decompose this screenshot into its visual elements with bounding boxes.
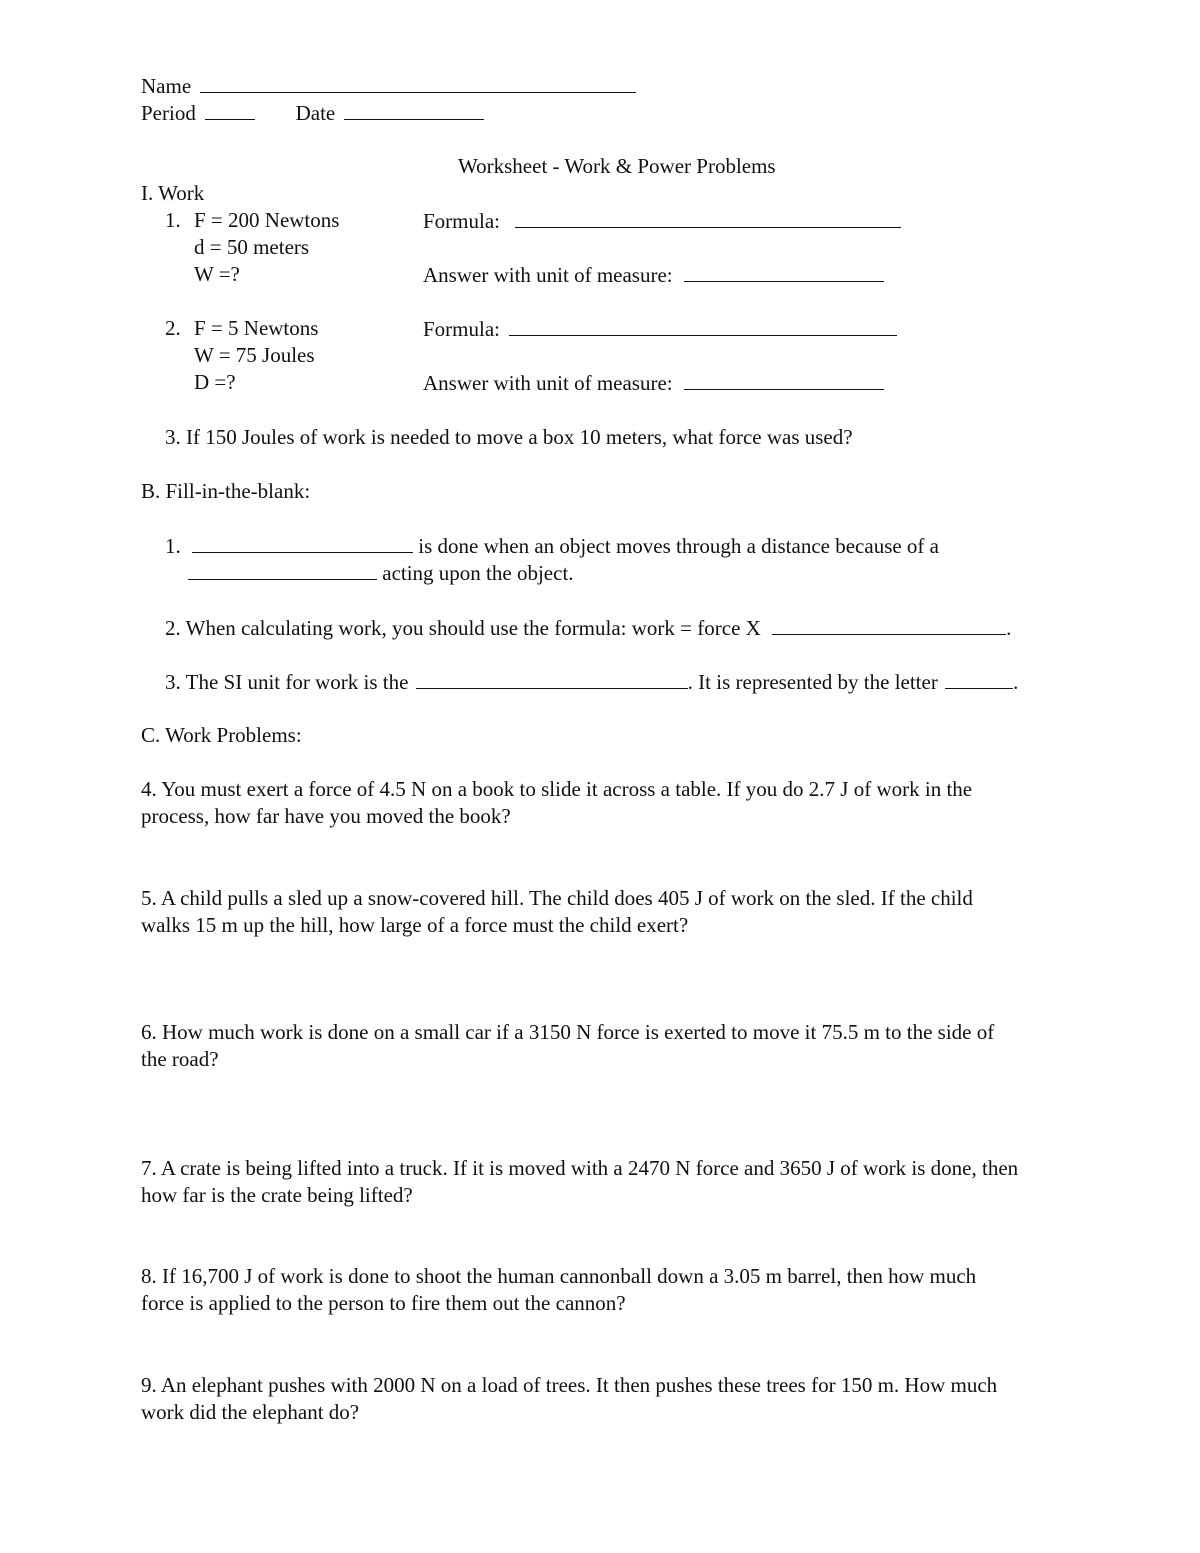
problem-1-number: 1. — [165, 208, 181, 232]
problem-5-line1: 5. A child pulls a sled up a snow-covered hill. The child does 405 J of work on the sled. If the child — [141, 886, 973, 910]
problem-7-line2: how far is the crate being lifted? — [141, 1183, 413, 1207]
problem-8-line2: force is applied to the person to fire them out the cannon? — [141, 1291, 626, 1315]
fill-blank-q3-text: 3. The SI unit for work is the — [165, 670, 409, 694]
problem-2-answer-label: Answer with unit of measure: — [423, 371, 673, 395]
problem-1-answer-line — [423, 261, 884, 288]
period-date-line — [141, 99, 484, 126]
problem-4-line2: process, how far have you moved the book? — [141, 804, 511, 828]
problem-1-formula-label: Formula: — [423, 209, 500, 233]
date-field[interactable] — [344, 99, 484, 120]
name-field[interactable] — [200, 72, 636, 93]
problem-8-line1: 8. If 16,700 J of work is done to shoot the human cannonball down a 3.05 m barrel, then how much — [141, 1264, 977, 1288]
problem-7-line1: 7. A crate is being lifted into a truck. If it is moved with a 2470 N force and 3650 J of work is done, then — [141, 1156, 1019, 1180]
problem-6-line1: 6. How much work is done on a small car if a 3150 N force is exerted to move it 75.5 m to the side of — [141, 1020, 995, 1044]
fill-blank-q3-blank-2[interactable] — [945, 668, 1013, 689]
fill-blank-q2-blank[interactable] — [772, 614, 1006, 635]
name-label: Name — [141, 74, 192, 98]
problem-2-answer-line — [423, 369, 884, 396]
fill-blank-q1-text-1: is done when an object moves through a distance because of a — [418, 534, 939, 558]
fill-blank-q1-line2 — [188, 559, 574, 586]
problem-2-given-work: W = 75 Joules — [194, 343, 315, 367]
problem-2-answer-field[interactable] — [684, 369, 884, 390]
section-fill-blank-heading: B. Fill-in-the-blank: — [141, 479, 311, 503]
fill-blank-q1-number: 1. — [165, 534, 181, 558]
problem-5-line2: walks 15 m up the hill, how large of a force must the child exert? — [141, 913, 689, 937]
problem-2-formula-field[interactable] — [509, 315, 897, 336]
section-work-problems-heading: C. Work Problems: — [141, 723, 302, 747]
worksheet-title: Worksheet - Work & Power Problems — [458, 154, 776, 178]
fill-blank-q3-text-2: . It is represented by the letter — [687, 670, 938, 694]
fill-blank-q2 — [165, 614, 1011, 641]
fill-blank-q1-blank-1[interactable] — [192, 532, 413, 553]
problem-9-line1: 9. An elephant pushes with 2000 N on a load of trees. It then pushes these trees for 150 m. How much — [141, 1373, 998, 1397]
fill-blank-q1-line1 — [165, 532, 939, 559]
problem-6-line2: the road? — [141, 1047, 219, 1071]
problem-9-line2: work did the elephant do? — [141, 1400, 360, 1424]
problem-1-given-distance: d = 50 meters — [194, 235, 310, 259]
problem-1-answer-label: Answer with unit of measure: — [423, 263, 673, 287]
problem-3-text: 3. If 150 Joules of work is needed to move a box 10 meters, what force was used? — [165, 425, 853, 449]
fill-blank-q3-blank-1[interactable] — [416, 668, 688, 689]
problem-1-formula-line — [423, 207, 901, 234]
date-label: Date — [295, 101, 336, 125]
section-work-heading: I. Work — [141, 181, 205, 205]
fill-blank-q1-blank-2[interactable] — [188, 559, 377, 580]
fill-blank-q1-text-2: acting upon the object. — [382, 561, 574, 585]
problem-2-given-force: F = 5 Newtons — [194, 316, 319, 340]
period-field[interactable] — [205, 99, 255, 120]
fill-blank-q2-period: . — [1006, 616, 1012, 640]
problem-4-line1: 4. You must exert a force of 4.5 N on a book to slide it across a table. If you do 2.7 J of work in the — [141, 777, 973, 801]
period-label: Period — [141, 101, 196, 125]
problem-1-answer-field[interactable] — [684, 261, 884, 282]
problem-1-given-work: W =? — [194, 262, 240, 286]
problem-1-given-force: F = 200 Newtons — [194, 208, 340, 232]
problem-2-formula-line — [423, 315, 897, 342]
fill-blank-q2-text: 2. When calculating work, you should use the formula: work = force X — [165, 616, 761, 640]
fill-blank-q3-period: . — [1013, 670, 1019, 694]
problem-1-formula-field[interactable] — [515, 207, 901, 228]
problem-2-number: 2. — [165, 316, 181, 340]
problem-2-given-distance: D =? — [194, 370, 236, 394]
name-line — [141, 72, 636, 99]
problem-2-formula-label: Formula: — [423, 317, 500, 341]
fill-blank-q3 — [165, 668, 1018, 695]
